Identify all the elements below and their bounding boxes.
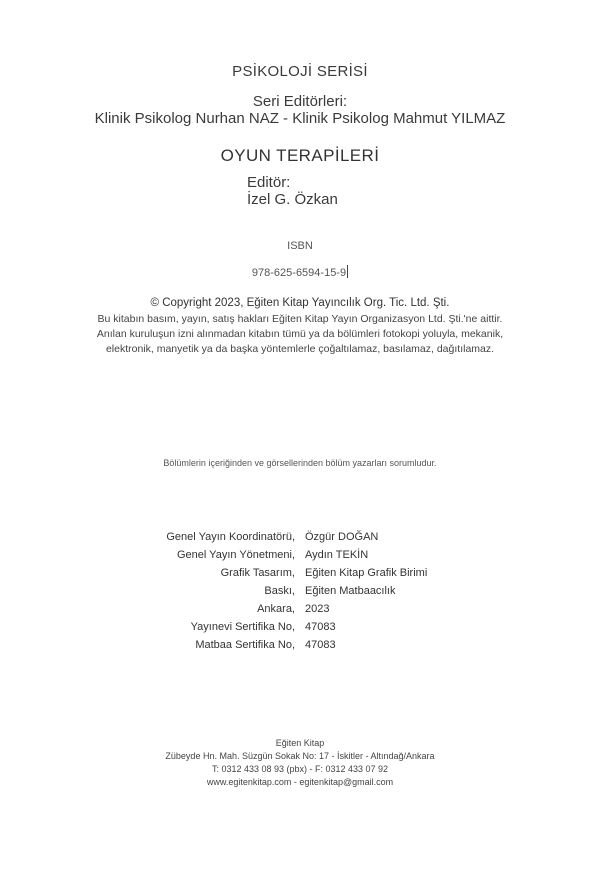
credit-label: Genel Yayın Koordinatörü,: [166, 531, 295, 543]
credit-value: 47083: [305, 621, 336, 633]
isbn-number: 978-625-6594-15-9: [251, 267, 347, 279]
credits-list: [0, 531, 600, 657]
credit-value: Eğiten Kitap Grafik Birimi: [305, 567, 428, 579]
publisher-phone: T: 0312 433 08 93 (pbx) - F: 0312 433 07 92: [211, 764, 389, 774]
publisher-footer: [0, 737, 600, 789]
book-title: OYUN TERAPİLERİ: [220, 146, 380, 165]
credit-label: Grafik Tasarım,: [220, 567, 295, 579]
credit-row: [0, 603, 600, 621]
copyright-notice: © Copyright 2023, Eğiten Kitap Yayıncılık Org. Tic. Ltd. Şti.: [150, 297, 450, 309]
credit-row: [0, 567, 600, 585]
credit-label: Genel Yayın Yönetmeni,: [176, 549, 295, 561]
series-name: PSİKOLOJİ SERİSİ: [232, 63, 368, 80]
credit-value: 47083: [305, 639, 336, 651]
series-editors-label: Seri Editörleri:: [252, 93, 348, 110]
credit-row: [0, 531, 600, 549]
credit-row: [0, 549, 600, 567]
publisher-web: www.egitenkitap.com - egitenkitap@gmail.com: [206, 777, 394, 787]
editor-block: [247, 174, 338, 208]
isbn-value: [0, 265, 600, 279]
credit-row: [0, 585, 600, 603]
responsibility-note: Bölümlerin içeriğinden ve görsellerinden bölüm yazarları sorumludur.: [163, 458, 437, 468]
isbn-label: ISBN: [287, 240, 313, 252]
rights-text: Bu kitabın basım, yayın, satış hakları Eğiten Kitap Yayın Organizasyon Ltd. Şti.'ne aittir. Anılan kuruluşun izni alınmadan kitabın tümü ya da bölümleri fotokopi yoluyla, mekanik, elektronik, manyetik ya da başka yöntemlerle çoğaltılamaz, basılamaz, dağıtılamaz.: [96, 313, 504, 355]
credit-label: Matbaa Sertifika No,: [195, 639, 295, 651]
credit-value: Aydın TEKİN: [305, 549, 369, 561]
credit-value: 2023: [305, 603, 330, 615]
credit-label: Baskı,: [264, 585, 295, 597]
credit-row: [0, 621, 600, 639]
credit-value: Özgür DOĞAN: [305, 531, 379, 543]
series-editors-names: Klinik Psikolog Nurhan NAZ - Klinik Psikolog Mahmut YILMAZ: [94, 110, 506, 127]
publisher-address: Zübeyde Hn. Mah. Süzgün Sokak No: 17 - İskitler - Altındağ/Ankara: [165, 751, 435, 761]
editor-label: Editör:: [247, 174, 291, 191]
text-cursor: [347, 265, 348, 278]
publisher-name: Eğiten Kitap: [275, 738, 325, 748]
credit-label: Ankara,: [257, 603, 295, 615]
credit-row: [0, 639, 600, 657]
credit-label: Yayınevi Sertifika No,: [190, 621, 295, 633]
editor-name: İzel G. Özkan: [247, 191, 338, 208]
credit-value: Eğiten Matbaacılık: [305, 585, 396, 597]
